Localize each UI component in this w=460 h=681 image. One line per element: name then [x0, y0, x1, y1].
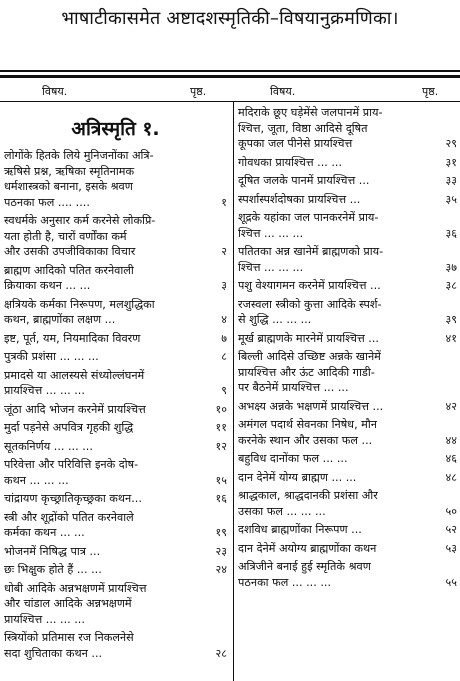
- toc-entry: [4, 510, 227, 541]
- toc-entry: [4, 402, 227, 418]
- toc-entry-line: पशु वेश्यागमन करनेमें प्रायश्चित्त ...: [238, 279, 381, 292]
- toc-entry-page: ९: [221, 384, 227, 397]
- toc-entry-page: १: [221, 195, 227, 209]
- toc-entry-line: अत्रिजीने बनाई हुई स्मृतिके श्रवण: [238, 560, 371, 573]
- toc-entry-page: १०: [215, 402, 227, 416]
- toc-entry-line: कर्मका कथन ... ...: [4, 526, 85, 539]
- toc-entry-line: स्पर्शास्पर्शदोषका प्रायश्चित्त ...: [238, 192, 361, 206]
- toc-entry-line: गोवधका प्रायश्चित्त ... ...: [238, 155, 343, 169]
- toc-entry-page: २४: [215, 563, 227, 576]
- toc-entry-page: ७: [221, 331, 227, 345]
- toc-entry-page: ३६: [445, 226, 457, 240]
- toc-entry-line: बहुविध दानोंका फल ... ...: [238, 452, 348, 465]
- toc-entry-line: उसका फल ... ... ...: [238, 504, 326, 518]
- toc-entry-line: सूतकनिर्णय ... ... ...: [4, 439, 93, 453]
- toc-entry: [4, 263, 227, 294]
- toc-entry-line: इष्ट, पूर्त, यम, नियमादिका विवरण: [4, 331, 141, 345]
- left-page-heading: पृष्ठ.: [190, 85, 207, 98]
- toc-entry-page: १९: [215, 526, 227, 539]
- column-divider: [233, 101, 234, 681]
- toc-entry-line: बिल्ली आदिसे उच्छिष्ट अन्नके खानेमें: [238, 350, 381, 363]
- toc-entry-line: चांद्रायण कृच्छ्रातिकृच्छ्रका कथन...: [4, 492, 142, 505]
- toc-entry-line: परिवेत्ता और परिवित्ति इनके दोष-: [4, 458, 139, 471]
- toc-entry-line: कूपका जल पीनेसे प्रायश्चित्त: [238, 137, 353, 150]
- toc-entry: [238, 417, 457, 448]
- toc-entry-line: धोबी आदिके अन्नभक्षणमें प्रायश्चित्त: [4, 581, 147, 595]
- toc-entry: [238, 349, 457, 396]
- toc-entry-line: अमंगल पदार्थ सेवनका निषेध, मौन: [238, 418, 377, 431]
- toc-entry-line: क्रियाका कथन ... ...: [4, 279, 91, 292]
- toc-entry: [4, 213, 227, 260]
- toc-entry: [238, 173, 457, 189]
- toc-entry: [238, 559, 457, 590]
- toc-entry: [4, 368, 227, 399]
- toc-entry-line: सदा शुचिताका कथन ...: [4, 646, 103, 660]
- toc-entry-line: मदिराके छूए घड़ेमेंसे जलपानमें प्राय-: [238, 106, 383, 119]
- toc-entry-line: स्त्री और शूद्रोंको पतित करनेवाले: [4, 510, 134, 524]
- toc-entry-line: शूद्रके यहांका जल पानकरनेमें प्राय-: [238, 211, 379, 224]
- toc-entry: [238, 331, 457, 347]
- toc-entry: [238, 210, 457, 241]
- toc-entry-line: स्त्रियोंको प्रतिमास रज निकलनेसे: [4, 631, 134, 644]
- toc-entry-page: २९: [445, 137, 457, 150]
- toc-entry: [238, 155, 457, 171]
- toc-entry-line: श्चित्त ... ... ...: [238, 226, 304, 240]
- toc-entry-line: पर बैठनेमें प्रायश्चित्त ... ...: [238, 381, 349, 394]
- toc-entry-page: ४६: [445, 452, 457, 465]
- toc-entry-line: कथन ... ... ...: [4, 473, 69, 487]
- toc-entry: [4, 420, 227, 436]
- toc-entry-line: स्वधर्मके अनुसार कर्म करनेसे लोकप्रि-: [4, 214, 156, 227]
- toc-entry-page: २: [221, 245, 227, 258]
- toc-entry: [4, 457, 227, 488]
- toc-entry-line: और चांडाल आदिके अन्नभक्षणमें: [4, 597, 132, 610]
- toc-entry-line: प्रायश्चित्त और ऊंट आदिकी गाडी-: [238, 365, 375, 379]
- toc-entry: [238, 399, 457, 415]
- toc-entry-line: दशविध ब्राह्मणोंका निरूपण ...: [238, 523, 362, 536]
- toc-entry: [4, 349, 227, 365]
- header-rule-thick: [0, 75, 460, 78]
- toc-entry-line: और उसकी उपजीविकाका विचार: [4, 245, 136, 258]
- toc-entry-page: ८: [221, 350, 227, 363]
- toc-entry-line: लोगोंके हितके लिये मुनिजनोंका अत्रि-: [4, 149, 154, 162]
- toc-entry-page: ३१: [445, 155, 457, 169]
- toc-entry-line: पतितका अन्न खानेमें ब्राह्मणको प्राय-: [238, 245, 384, 258]
- toc-entry-line: रजस्वला स्त्रीको कुत्ता आदिके स्पर्श-: [238, 297, 382, 311]
- toc-entry-line: यता होती है, चारों वर्णोंका कर्म: [4, 229, 127, 243]
- left-column: [4, 110, 227, 664]
- toc-entry: [238, 470, 457, 486]
- toc-entry-page: २३: [215, 544, 227, 558]
- toc-entry-page: ३३: [445, 174, 457, 187]
- column-heading-rule: [0, 101, 460, 102]
- toc-entry-line: कथन, ब्राह्मणोंका लक्षण ...: [4, 313, 116, 326]
- toc-entry: [238, 278, 457, 294]
- toc-entry-line: मूर्ख ब्राह्मणके मारनेमें प्रायश्चित्त ...: [238, 331, 379, 345]
- toc-entry-page: ३: [221, 279, 227, 292]
- toc-entry: [4, 148, 227, 210]
- header-rule-thin: [0, 70, 460, 72]
- toc-entry-line: दान देनेमें योग्य ब्राह्मण ... ...: [238, 470, 357, 484]
- toc-entry-page: ३८: [445, 279, 457, 292]
- toc-entry-page: ३५: [445, 192, 457, 206]
- toc-entry-page: ४४: [445, 433, 457, 447]
- toc-entry: [238, 244, 457, 275]
- toc-entry-page: ४८: [445, 470, 457, 484]
- toc-entry-line: पुत्रकी प्रशंसा ... ... ...: [4, 350, 99, 363]
- toc-entry: [238, 488, 457, 519]
- toc-entry-line: मुर्दा पड़नेसे अपवित्र गृहकी शुद्धि: [4, 421, 134, 434]
- toc-entry: [4, 331, 227, 347]
- toc-entry-page: १२: [215, 439, 227, 453]
- toc-entry-page: ५५: [445, 575, 457, 589]
- toc-entry: [238, 297, 457, 328]
- toc-entry-page: ४: [221, 313, 227, 326]
- toc-entry: [4, 297, 227, 328]
- toc-entry-line: अभक्ष्य अन्नके भक्षणमें प्रायश्चित्त ...: [238, 399, 384, 413]
- right-column: [238, 105, 457, 593]
- toc-entry: [238, 451, 457, 467]
- toc-entry: [238, 192, 457, 208]
- toc-entry-line: क्षत्रियके कर्मका निरूपण, मलशुद्धिका: [4, 297, 155, 311]
- toc-entry-line: धर्मशास्त्रको बनाना, इसके श्रवण: [4, 180, 133, 193]
- toc-entry-line: ऋषिसे प्रश्न, ऋषिका स्मृतिनामक: [4, 164, 135, 178]
- toc-entry-line: से शुद्धि ... ... ...: [238, 313, 312, 326]
- toc-entry-page: ४१: [445, 331, 457, 345]
- toc-entry: [4, 581, 227, 628]
- toc-entry-line: प्रायश्चित्त ... ... ...: [4, 384, 85, 397]
- toc-entry-page: ५२: [445, 523, 457, 536]
- toc-entry-line: करनेके स्थान और उसका फल ...: [238, 433, 373, 447]
- toc-entry-line: पठनका फल .... ....: [4, 195, 90, 209]
- toc-entry-line: श्राद्धकाल, श्राद्धदानकी प्रशंसा और: [238, 489, 378, 502]
- toc-entry: [4, 491, 227, 507]
- toc-entry-line: प्रमादसे या आलस्यसे संध्योल्लंघनमें: [4, 368, 145, 382]
- left-subject-heading: विषय.: [42, 85, 68, 98]
- toc-entry-page: १६: [215, 492, 227, 505]
- toc-entry-line: श्चित्त, जूता, विष्ठा आदिसे दूषित: [238, 121, 368, 135]
- toc-entry-page: ५३: [445, 541, 457, 555]
- toc-entry-line: भोजनमें निषिद्ध पात्र ...: [4, 544, 101, 558]
- toc-entry-line: पठनका फल ... ... ...: [238, 575, 331, 589]
- toc-entry: [238, 522, 457, 538]
- toc-entry: [4, 562, 227, 578]
- right-subject-heading: विषय.: [270, 85, 296, 98]
- toc-entry-page: २८: [215, 646, 227, 660]
- toc-entry-line: छः भिक्षुक होते हैं ... ...: [4, 563, 102, 576]
- toc-entry: [238, 105, 457, 152]
- toc-entry-line: ब्राह्मण आदिको पतित करनेवाली: [4, 263, 134, 277]
- right-page-heading: पृष्ठ.: [422, 85, 439, 98]
- toc-entry-page: ११: [215, 421, 227, 434]
- toc-entry: [4, 544, 227, 560]
- toc-entry-page: ५०: [445, 504, 457, 518]
- toc-entry: [4, 630, 227, 661]
- toc-entry-line: प्रायश्चित्त ... ... ...: [4, 612, 85, 626]
- toc-entry-page: ३७: [445, 260, 457, 274]
- toc-entry-page: ४२: [445, 399, 457, 413]
- toc-entry-line: श्चित्त ... ... ...: [238, 260, 304, 274]
- toc-entry-line: दान देनेमें अयोग्य ब्राह्मणोंका कथन: [238, 541, 377, 555]
- toc-entry-page: ३९: [445, 313, 457, 326]
- toc-entry-page: १५: [215, 473, 227, 487]
- toc-entry: [238, 541, 457, 557]
- page-header-title: भाषाटीकासमेत अष्टादशस्मृतिकी–विषयानुक्रमणिका।: [61, 8, 399, 29]
- section-title: अत्रिस्मृति १.: [71, 118, 160, 140]
- toc-entry-line: दूषित जलके पानमें प्रायश्चित्त ...: [238, 174, 370, 187]
- toc-entry: [4, 439, 227, 455]
- toc-entry-line: जूंठा आदि भोजन करनेमें प्रायश्चित्त: [4, 402, 146, 416]
